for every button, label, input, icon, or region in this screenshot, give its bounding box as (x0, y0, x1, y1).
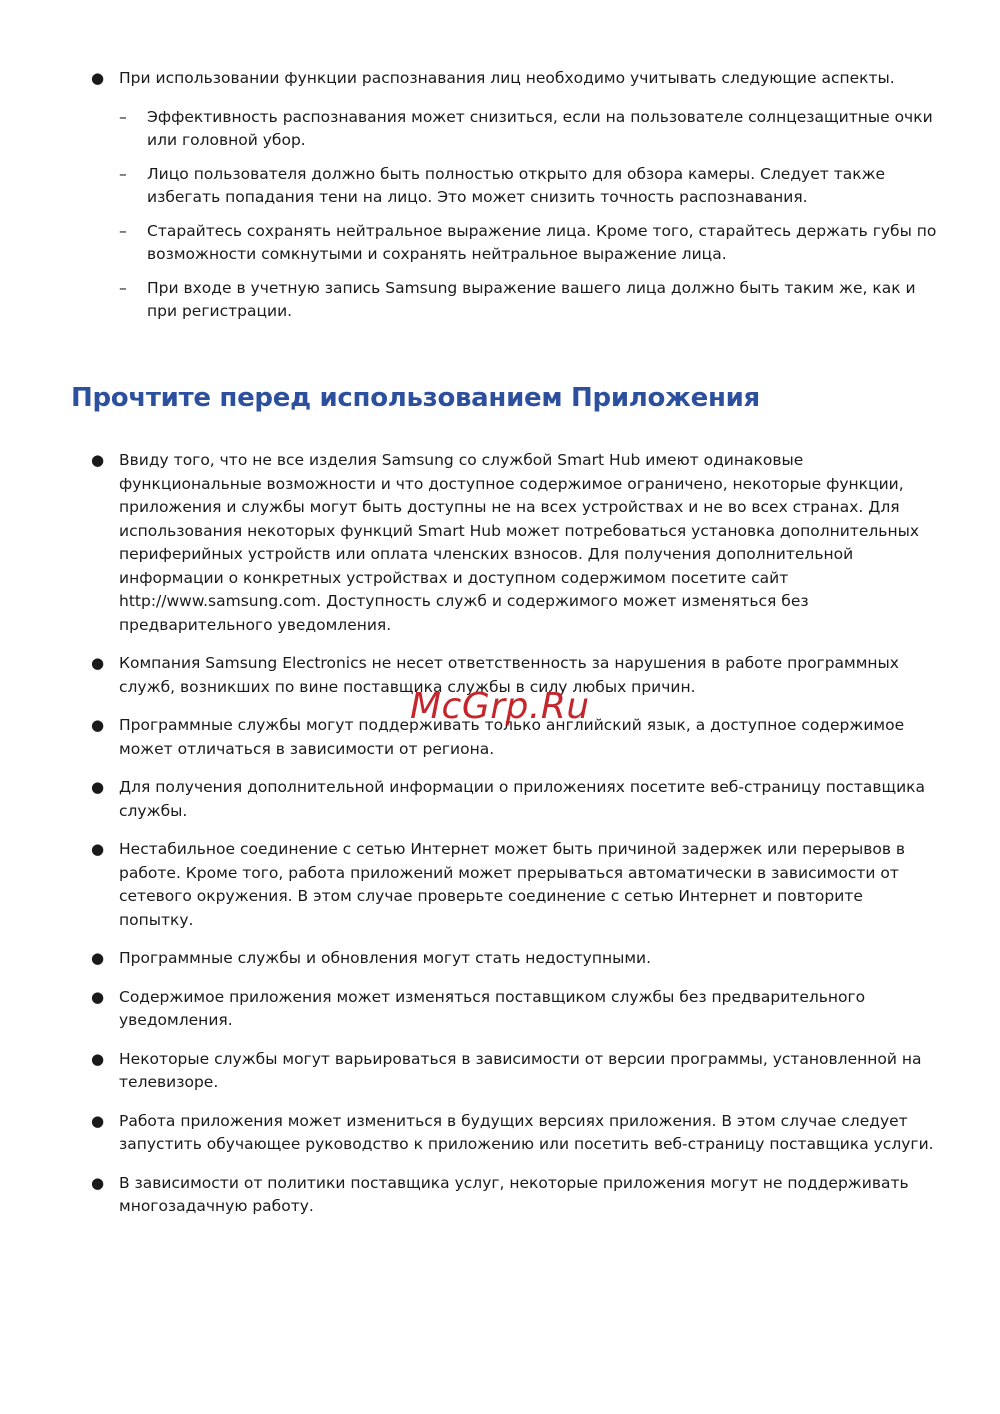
list-item-text: Для получения дополнительной информации о приложениях посетите веб-страницу поставщика службы. (119, 778, 926, 820)
sub-list-item (119, 163, 940, 210)
list-item-text: Работа приложения может измениться в будущих версиях приложения. В этом случае следует запустить обучающее руководство к приложению или посетить веб-страницу поставщика услуги. (119, 1111, 934, 1153)
list-item (0, 449, 1000, 637)
list-item-text: Программные службы и обновления могут стать недоступными. (119, 949, 652, 967)
watermark-logo: McGrp.Ru (410, 686, 590, 727)
list-item (0, 1048, 1000, 1095)
list-item-text: Некоторые службы могут варьироваться в зависимости от версии программы, установленной на телевизоре. (119, 1049, 922, 1091)
list-item (0, 947, 1000, 971)
list-item (0, 986, 1000, 1033)
list-item-text: Компания Samsung Electronics не несет ответственность за нарушения в работе программных служб, возникших по вине поставщика службы в силу любых причин. (119, 654, 899, 696)
face-recognition-notes (0, 67, 1000, 334)
bullet-icon: ● (91, 1111, 105, 1130)
list-item (0, 67, 1000, 324)
list-item (0, 838, 1000, 932)
bullet-icon: ● (91, 949, 105, 967)
bullet-icon: ● (91, 716, 105, 734)
top-bullet-list (0, 67, 1000, 324)
list-item (0, 1110, 1000, 1157)
section-title: Прочтите перед использованием Приложения (71, 383, 760, 413)
sub-list-item-text: Старайтесь сохранять нейтральное выражение лица. Кроме того, старайтесь держать губы по возможности сомкнутыми и сохранять нейтральное выражение лица. (147, 221, 937, 263)
sub-list-item-text: Эффективность распознавания может снизиться, если на пользователе солнцезащитные очки или головной убор. (147, 107, 933, 149)
list-item-text: Ввиду того, что не все изделия Samsung со службой Smart Hub имеют одинаковые функциональные возможности и что доступное содержимое ограничено, некоторые функции, приложения и службы могут быть доступны не на всех устройствах и не во всех странах. Для использования некоторых функций Smart Hub может потребоваться установка дополнительных периферийных устройств или оплата членских взносов. Для получения дополнительной информации о конкретных устройствах и доступном содержимом посетите сайт http://www.samsung.com. Доступность служб и содержимого может изменяться без предварительного уведомления. (119, 451, 919, 634)
dash-icon: – (119, 107, 127, 126)
list-item-text: При использовании функции распознавания лиц необходимо учитывать следующие аспекты. (119, 69, 895, 87)
bullet-icon: ● (91, 778, 105, 796)
bullet-icon: ● (91, 987, 105, 1006)
section-bullet-list (0, 449, 1000, 1234)
list-item-text: Нестабильное соединение с сетью Интернет может быть причиной задержек или перерывов в работе. Кроме того, работа приложений может прерываться автоматически в зависимости от сетевого окружения. В этом случае проверьте соединение с сетью Интернет и повторите попытку. (119, 840, 906, 929)
sub-list (119, 106, 940, 324)
dash-icon: – (119, 164, 127, 183)
bullet-icon: ● (91, 1173, 105, 1192)
sub-list-item-text: При входе в учетную запись Samsung выражение вашего лица должно быть таким же, как и при регистрации. (147, 278, 916, 320)
sub-list-item (119, 106, 940, 153)
bullet-icon: ● (91, 840, 105, 858)
sub-list-item-text: Лицо пользователя должно быть полностью открыто для обзора камеры. Следует также избегать попадания тени на лицо. Это может снизить точность распознавания. (147, 164, 886, 206)
dash-icon: – (119, 221, 127, 240)
list-item-text: В зависимости от политики поставщика услуг, некоторые приложения могут не поддерживать многозадачную работу. (119, 1173, 909, 1215)
sub-list-item (119, 277, 940, 324)
list-item (0, 1172, 1000, 1219)
list-item-text: Программные службы могут поддерживать только английский язык, а доступное содержимое может отличаться в зависимости от региона. (119, 716, 905, 758)
bullet-icon: ● (91, 1049, 105, 1068)
list-item (0, 776, 1000, 823)
bullet-icon: ● (91, 451, 105, 469)
bullet-icon: ● (91, 654, 105, 672)
dash-icon: – (119, 278, 127, 297)
sub-list-item (119, 220, 940, 267)
bullet-icon: ● (91, 69, 105, 87)
list-item-text: Содержимое приложения может изменяться поставщиком службы без предварительного уведомления. (119, 987, 866, 1029)
